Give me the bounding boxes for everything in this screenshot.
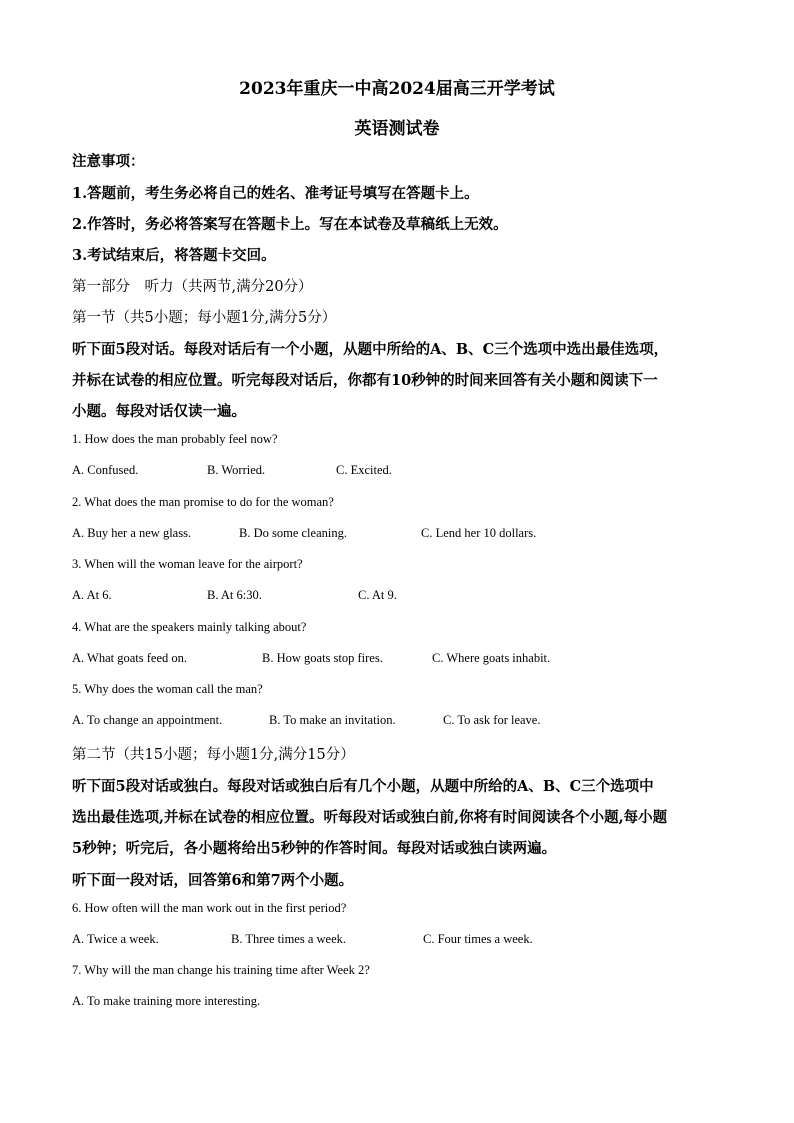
section2-instruction: 选出最佳选项,并标在试卷的相应位置。听每段对话或独白前,你将有时间阅读各个小题,每小题 — [72, 809, 668, 826]
q5-option-a: A. To change an appointment. — [72, 713, 223, 727]
section2-instruction: 5秒钟；听完后，各小题将给出5秒钟的作答时间。每段对话或独白读两遍。 — [72, 840, 557, 857]
notice-item: 1.答题前，考生务必将自己的姓名、准考证号填写在答题卡上。 — [72, 185, 479, 202]
q4-option-c: C. Where goats inhabit. — [432, 651, 551, 665]
q6-option-b: B. Three times a week. — [231, 932, 347, 946]
q4-option-b: B. How goats stop fires. — [262, 651, 383, 665]
question-5: 5. Why does the woman call the man? — [72, 682, 263, 696]
q3-option-b: B. At 6:30. — [207, 588, 262, 602]
question-3: 3. When will the woman leave for the airport? — [72, 557, 303, 571]
question-7: 7. Why will the man change his training time after Week 2? — [72, 963, 370, 977]
question-2: 2. What does the man promise to do for the woman? — [72, 495, 334, 509]
section2-instruction: 听下面5段对话或独白。每段对话或独白后有几个小题，从题中所给的A、B、C三个选项中 — [72, 778, 654, 795]
section1-heading: 第一节（共5小题；每小题1分,满分5分） — [72, 310, 337, 326]
notice-item: 3.考试结束后，将答题卡交回。 — [72, 247, 276, 264]
exam-title: 2023年重庆一中高2024届高三开学考试 — [239, 79, 555, 99]
q2-option-c: C. Lend her 10 dollars. — [421, 526, 537, 540]
section1-instruction: 并标在试卷的相应位置。听完每段对话后，你都有10秒钟的时间来回答有关小题和阅读下一 — [72, 372, 658, 389]
section1-instruction: 听下面5段对话。每段对话后有一个小题，从题中所给的A、B、C三个选项中选出最佳选项， — [72, 341, 669, 358]
section1-instruction: 小题。每段对话仅读一遍。 — [72, 403, 246, 420]
q5-option-c: C. To ask for leave. — [443, 713, 541, 727]
q2-option-b: B. Do some cleaning. — [239, 526, 347, 540]
notice-heading: 注意事项： — [72, 153, 145, 170]
q6-option-c: C. Four times a week. — [423, 932, 533, 946]
q1-option-a: A. Confused. — [72, 463, 139, 477]
q6-option-a: A. Twice a week. — [72, 932, 159, 946]
q5-option-b: B. To make an invitation. — [269, 713, 396, 727]
question-6: 6. How often will the man work out in the first period? — [72, 901, 347, 915]
part1-heading: 第一部分 听力（共两节,满分20分） — [72, 279, 313, 295]
q7-option-a: A. To make training more interesting. — [72, 994, 261, 1008]
notice-item: 2.作答时，务必将答案写在答题卡上。写在本试卷及草稿纸上无效。 — [72, 216, 508, 233]
section2-heading: 第二节（共15小题；每小题1分,满分15分） — [72, 747, 355, 763]
q4-option-a: A. What goats feed on. — [72, 651, 188, 665]
q3-option-a: A. At 6. — [72, 588, 112, 602]
q3-option-c: C. At 9. — [358, 588, 397, 602]
exam-subtitle: 英语测试卷 — [354, 119, 440, 139]
q1-option-c: C. Excited. — [336, 463, 392, 477]
section2-prompt: 听下面一段对话，回答第6和第7两个小题。 — [72, 872, 354, 889]
question-1: 1. How does the man probably feel now? — [72, 432, 278, 446]
q2-option-a: A. Buy her a new glass. — [72, 526, 192, 540]
question-4: 4. What are the speakers mainly talking about? — [72, 620, 307, 634]
q1-option-b: B. Worried. — [207, 463, 266, 477]
